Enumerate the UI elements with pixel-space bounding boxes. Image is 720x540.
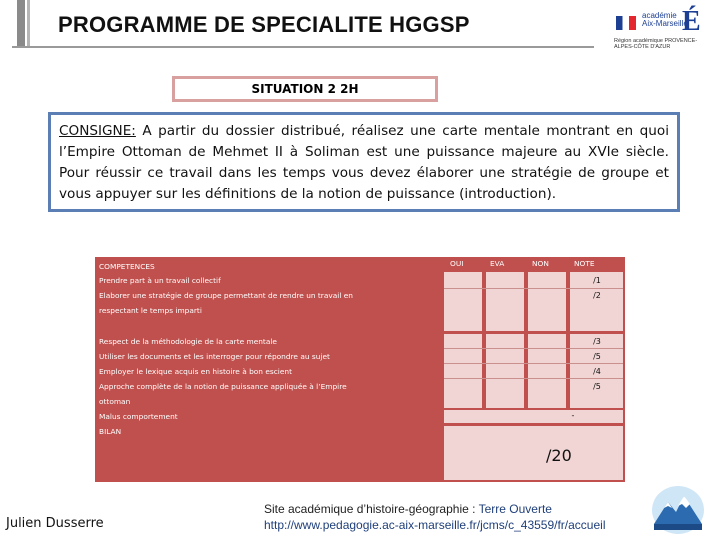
table-row: Elaborer une stratégie de groupe permettant de rendre un travail en xyxy=(99,291,353,300)
logo-region-text: Région académique PROVENCE-ALPES-CÔTE D'AZUR xyxy=(614,38,698,50)
grid-col-eva xyxy=(486,272,524,331)
page-title: PROGRAMME DE SPECIALITE HGGSP xyxy=(58,12,470,37)
header-note: NOTE xyxy=(574,259,595,268)
table-row: Approche complète de la notion de puissance appliquée à l’Empire xyxy=(99,382,347,391)
note-value: /5 xyxy=(593,352,601,361)
decorative-bar-thin xyxy=(27,0,30,48)
note-value: /3 xyxy=(593,337,601,346)
terre-ouverte-logo-icon xyxy=(650,484,706,536)
consigne-text: A partir du dossier distribué, réalisez une carte mentale montrant en quoi l’Empire Ottoman de Mehmet II à Soliman est une puissance majeure au XVIe siècle. Pour réussir ce travail dans les temps vous devez élaborer une stratégie de groupe et vous appuyer sur les définitions de la notion de puissance (introduction). xyxy=(59,123,669,202)
grid-col-eva-2 xyxy=(486,334,524,408)
table-row: Utiliser les documents et les interroger pour répondre au sujet xyxy=(99,352,330,361)
table-row: Prendre part à un travail collectif xyxy=(99,276,221,285)
grid-row-malus xyxy=(444,410,623,423)
logo-academie-text: académie Aix-Marseille xyxy=(642,11,688,28)
header-oui: OUI xyxy=(450,259,464,268)
header-competences: COMPETENCES xyxy=(99,262,155,271)
table-row: Employer le lexique acquis en histoire à bon escient xyxy=(99,367,292,376)
table-row: respectant le temps imparti xyxy=(99,306,202,315)
site-url-link[interactable]: http://www.pedagogie.ac-aix-marseille.fr/jcms/c_43559/fr/accueil xyxy=(264,518,606,532)
table-row: Respect de la méthodologie de la carte mentale xyxy=(99,337,277,346)
decorative-bar xyxy=(17,0,25,48)
note-value: /4 xyxy=(593,367,601,376)
note-value: /1 xyxy=(593,276,601,285)
situation-label: SITUATION 2 2H xyxy=(172,76,438,102)
site-prefix: Site académique d’histoire-géographie : xyxy=(264,502,479,516)
total-score: /20 xyxy=(546,446,572,465)
author-name: Julien Dusserre xyxy=(6,516,104,531)
academy-logo xyxy=(612,6,710,52)
grid-col-non-2 xyxy=(528,334,566,408)
french-flag-icon xyxy=(616,16,636,30)
header-non: NON xyxy=(532,259,549,268)
note-value: /2 xyxy=(593,291,601,300)
grid-col-non xyxy=(528,272,566,331)
table-row: ottoman xyxy=(99,397,131,406)
site-name-link[interactable]: Terre Ouverte xyxy=(478,502,552,516)
note-value: /5 xyxy=(593,382,601,391)
logo-e-icon: É xyxy=(682,6,701,37)
grid-col-oui xyxy=(444,272,482,331)
grid-col-oui-2 xyxy=(444,334,482,408)
header-divider xyxy=(12,46,594,48)
table-row: BILAN xyxy=(99,427,122,436)
consigne-box xyxy=(48,112,680,212)
header-eva: EVA xyxy=(490,259,505,268)
table-row: Malus comportement xyxy=(99,412,178,421)
consigne-label: CONSIGNE: xyxy=(59,123,136,139)
note-value: - xyxy=(571,411,575,420)
grid-bilan xyxy=(444,426,623,480)
site-credit xyxy=(264,501,605,533)
